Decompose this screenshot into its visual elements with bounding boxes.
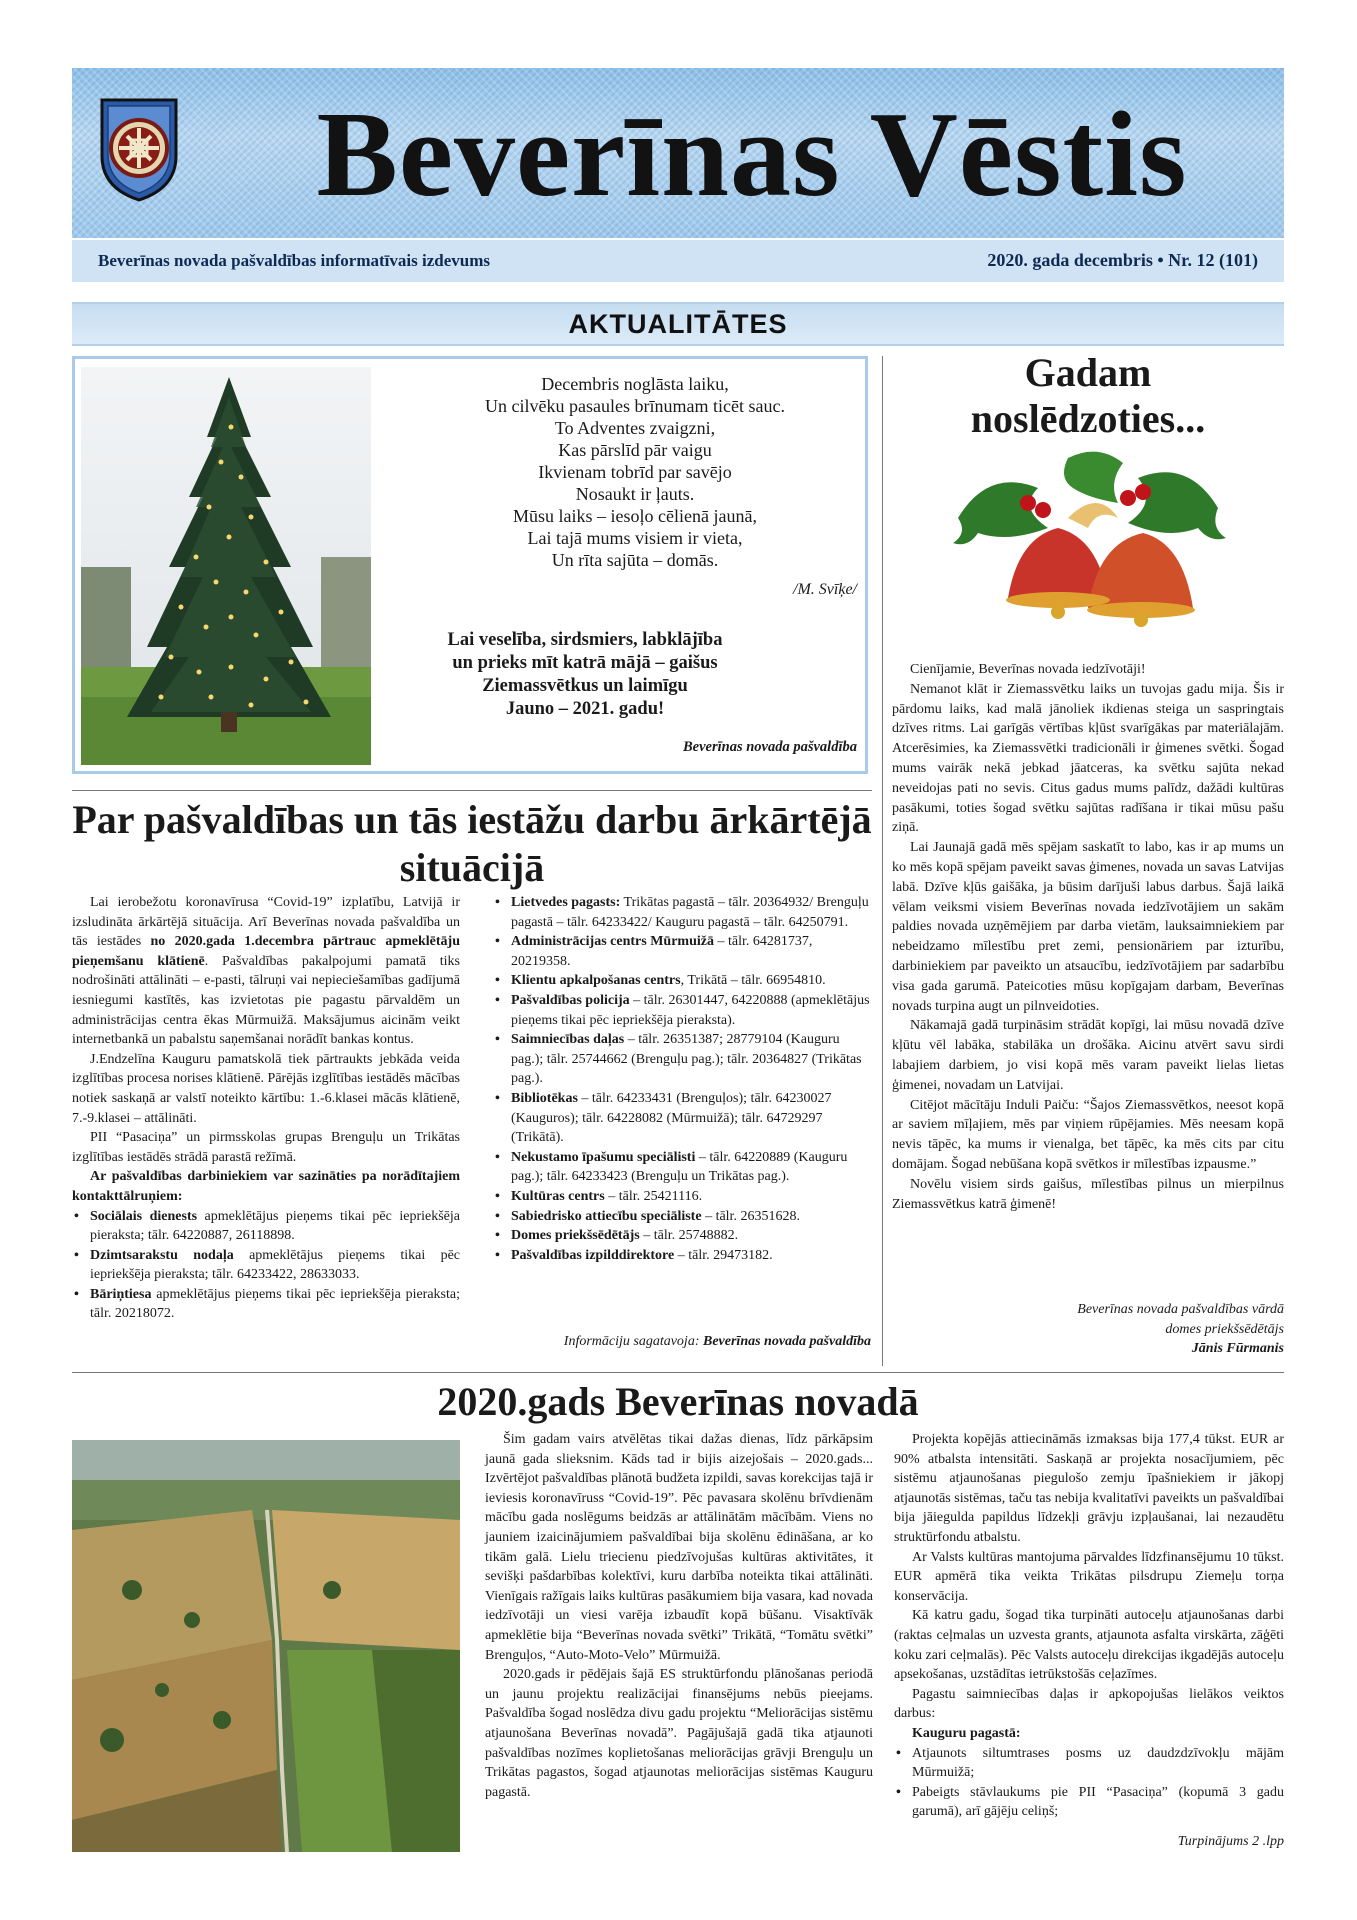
item-text: – tālr. 64233431 (Brenguļos); tālr. 64230027 (Kauguros); tālr. 64228082 (Mūrmuižā); tālr. 64729297 (Trikātā).	[511, 1090, 832, 1146]
greeting-line: Lai veselība, sirdsmiers, labklājība	[447, 630, 723, 650]
paragraph	[72, 893, 460, 1050]
right-title-line: Gadam	[1024, 350, 1152, 395]
item-label: Domes priekšsēdētājs	[511, 1228, 640, 1244]
list-item	[86, 1246, 460, 1285]
list-item	[507, 991, 871, 1030]
item-text: – tālr. 64281737, 20219358.	[511, 934, 813, 969]
item-text: – tālr. 25748882.	[639, 1228, 739, 1244]
item-label: Saimniecības daļas	[511, 1032, 625, 1048]
paragraph: PII “Pasaciņa” un pirmsskolas grupas Brenguļu un Trikātas izglītības iestādēs strādā parastā režīmā.	[72, 1130, 460, 1165]
item-text: – tālr. 26301447, 64220888 (apmeklētājus pieņems tikai pēc iepriekšēja pieraksta).	[511, 992, 870, 1028]
list-item	[507, 1246, 871, 1266]
christmas-bells-icon	[948, 448, 1228, 628]
poem-line: To Adventes zvaigzni,	[554, 418, 716, 438]
signature-line: Beverīnas novada pašvaldības vārdā	[1077, 1302, 1284, 1317]
masthead-subbar	[72, 240, 1284, 282]
paragraph: 2020.gads ir pēdējais šajā ES struktūrfondu plānošanas periodā un jaunu projektu realizācijai finansējums nebūs pieejams. Pašvaldība šogad noslēdza divu gadu projektu “Meliorācijas sistēmu atjaunošana Beverīnas novadā”. Pagājušajā gadā tika atjaunoti pašvaldības nozīmes koplietošanas meliorācijas grāvji Brenguļu un Trikātas pagastos, šogad atjaunotas meliorācijas sistēmas Kauguru pagastā.	[485, 1667, 873, 1800]
paragraph: Ar pašvaldības darbiniekiem var sazināties pa norādītajiem kontakttālruņiem:	[72, 1169, 460, 1204]
item-label: Bāriņtiesa	[90, 1286, 152, 1302]
column-divider	[882, 356, 883, 1366]
greeting-signature: Beverīnas novada pašvaldība	[683, 739, 857, 755]
paragraph: Nemanot klāt ir Ziemassvētku laiks un tuvojas gadu mija. Šis ir pārdomu laiks, kad malā jānoliek ikdienas steiga un saspringtais dzīves ritms. Lai garīgās vērtības kļūst svarīgākas par materiālajām. Atcerēsimies, ka Ziemassvētki tradicionāli ir ģimenes svētki. Šogad mums vairāk nekā jebkad jāatceras, ka svētku sajūta nekad neveidojas pati no sevis. Citus gadus mums palīdz, dažādi kultūras pasākumi, toties šogad svētku sajūtas radīšana ir tikai mūsu pašu ziņā.	[892, 681, 1284, 836]
paragraph: Lai Jaunajā gadā mēs spējam saskatīt to labo, kas ir ap mums un ko mēs kopā spējam paveikt savas ģimenes, novada un savas Latvijas labā. Dzīve kļūs gaišāka, ja būsim darījuši labus darbus. Šajā laikā vēlam veiksmi visiem Beverīnas novada iedzīvotājiem un sakām paldies novada uzņēmējiem par darba vietām, lauksaimniekiem par nebeidzamo mīlestību pret zemi, pensionāriem par izturību, darbiniekiem par paveikto un atsaucību, iedzīvotājiem par sadarbību visa gada garumā. Pateicoties mūsu kopīgajam darbam, Beverīnas novads turpina augt un pilnveidoties.	[892, 840, 1284, 1014]
item-label: Administrācijas centrs Mūrmuižā	[511, 934, 714, 950]
poem-line: Mūsu laiks – iesoļo cēlienā jaunā,	[513, 506, 757, 526]
item-label: Bibliotēkas	[511, 1090, 578, 1106]
poem-box	[72, 356, 868, 774]
item-label: Dzimtsarakstu nodaļa	[90, 1247, 234, 1263]
item-label: Kultūras centrs	[511, 1188, 605, 1204]
poem-line: Lai tajā mums visiem ir vieta,	[527, 528, 743, 548]
item-label: Sabiedrisko attiecību speciāliste	[511, 1208, 702, 1224]
item-label: Pašvaldības izpilddirektore	[511, 1247, 675, 1263]
paragraph: Citējot mācītāju Induli Paiču: “Šajos Ziemassvētkos, neesot kopā ar saviem mīļajiem, mēs par viņiem rūpējamies. Mēs neesam kopā nevis tāpēc, ka mums ir vienalga, bet tāpēc, ka mēs cits par citu domājam. Šogad nebūšana kopā svētkos ir mīlestības izpausme.”	[892, 1097, 1284, 1172]
holiday-greeting	[435, 629, 735, 721]
list-item: • Atjaunots siltumtrases posms uz daudzdzīvokļu mājām Mūrmuižā;	[908, 1744, 1284, 1783]
article-1-column-1	[72, 893, 460, 1324]
paragraph: Cienījamie, Beverīnas novada iedzīvotāji!	[910, 662, 1146, 677]
credit-author: Beverīnas novada pašvaldība	[703, 1334, 871, 1349]
contacts-list	[493, 893, 871, 1265]
item-text: apmeklētājus pieņems tikai pēc iepriekšēja pieraksta; tālr. 20218072.	[90, 1286, 460, 1322]
item-text: apmeklētājus pieņems tikai pēc iepriekšēja pieraksta; tālr. 64220887, 26118898.	[90, 1208, 460, 1244]
paragraph: Projekta kopējās attiecināmās izmaksas bija 177,4 tūkst. EUR ar 90% atbalsta intensitāti. Saskaņā ar projekta nosacījumiem, pēc sistēmu atjaunošanas piegulošo zemju īpašniekiem ir jākopj atjaunotās sistēmas, taču tas nebija kvalitatīvi paveikts un pašvaldībai bija jāiegulda papildus līdzekļi grāvju izpļaušanai, lai nezaudētu struktūrfondu atbalstu.	[894, 1432, 1284, 1545]
list-item	[507, 1226, 871, 1246]
list-item: • Pabeigts stāvlaukums pie PII “Pasaciņa” (kopumā 3 gadu garumā), arī gājēju celiņš;	[908, 1783, 1284, 1822]
article-1-credit	[493, 1334, 871, 1350]
right-article-signature	[892, 1300, 1284, 1359]
item-text: , Trikātā – tālr. 66954810.	[680, 973, 826, 989]
section-header-label: AKTUALITĀTES	[568, 309, 788, 339]
paragraph: Nākamajā gadā turpināsim strādāt kopīgi, lai mūsu novadā dzīve kļūtu vēl labāka, stabilāka un drošāka. Aicinu atvērt savu sirdi labajiem darbiem, jo visi kopā mēs varam paveikt lielas lietas ģimenei, novadam un Latvijai.	[892, 1018, 1284, 1093]
poem-author: /M. Svīķe/	[793, 581, 857, 598]
greeting-line: un prieks mīt katrā mājā – gaišus	[452, 653, 718, 673]
item-text: – tālr. 26351387; 28779104 (Kauguru pag.); tālr. 25744662 (Brenguļu pag.); tālr. 20364827 (Trikātas pag.).	[511, 1032, 862, 1087]
list-item	[507, 1187, 871, 1207]
article-1-title: Par pašvaldības un tās iestāžu darbu ārkārtējā situācijā	[72, 797, 872, 890]
greeting-line: Ziemassvētkus un laimīgu	[482, 676, 688, 696]
item-label: Klientu apkalpošanas centrs	[511, 973, 681, 989]
item-text: Trikātas pagastā – tālr. 20364932/ Brenguļu pagastā – tālr. 64233422/ Kauguru pagastā – tālr. 64250791.	[511, 895, 869, 930]
publication-subtitle: Beverīnas novada pašvaldības informatīvais izdevums	[98, 251, 490, 270]
contacts-list	[72, 1207, 460, 1325]
item-text: – tālr. 26351628.	[701, 1208, 800, 1224]
right-article-title	[892, 350, 1284, 442]
masthead-banner	[72, 68, 1284, 238]
list-item	[507, 1148, 871, 1187]
text-span: . Pašvaldības pakalpojumi pamatā tiks nodrošināti attālināti – e-pasti, tālruņi vai nepieciešamības gadījumā iesniegumi kastītēs, kas izvietotas pie pagastu pārvaldēm un administrācijas centra ēkas Mūrmuižā. Maksājumus aicinām veikt internetbankā un pabalstu saņemšanai norādīt bankas kontus.	[72, 953, 460, 1048]
aerial-landscape-photo	[72, 1440, 460, 1852]
item-label: Nekustamo īpašumu speciālisti	[511, 1149, 696, 1165]
poem-line: Kas pārslīd pār vaigu	[558, 440, 712, 460]
credit-label: Informāciju sagatavoja:	[563, 1334, 703, 1349]
article-1-column-2	[493, 893, 871, 1265]
section-header	[72, 302, 1284, 346]
article-2-title: 2020.gads Beverīnas novadā	[437, 1379, 919, 1424]
poem-line: Ikvienam tobrīd par savējo	[538, 462, 732, 482]
right-title-line: noslēdzoties...	[970, 396, 1206, 441]
item-text: apmeklētājus pieņems tikai pēc iepriekšēja pieraksta; tālr. 64233422, 28633033.	[90, 1247, 460, 1283]
article-divider	[72, 1372, 1284, 1373]
item-text: – tālr. 25421116.	[604, 1188, 703, 1204]
poem-line: Un rīta sajūta – domās.	[551, 550, 719, 570]
paragraph: Novēlu visiem sirds gaišus, mīlestības pilnus un mierpilnus Ziemassvētkus katrā ģimenē!	[892, 1176, 1284, 1212]
paragraph: Pagastu saimniecības daļas ir apkopojušas lielākos veiktos darbus:	[894, 1686, 1284, 1722]
item-label: Pašvaldības policija	[511, 992, 630, 1008]
paragraph: Ar Valsts kultūras mantojuma pārvaldes līdzfinansējumu 10 tūkst. EUR apmērā tika veikta Trikātas pilsdrupu Ziemeļu torņa konservācija.	[894, 1549, 1284, 1604]
poem-text	[415, 373, 855, 571]
text-span: Lai ierobežotu koronavīrusa “Covid-19” izplatību, Latvijā ir izsludināta ārkārtējā situācija. Arī Beverīnas novada pašvaldība un tās iestādes	[72, 895, 460, 950]
list-item	[507, 932, 871, 971]
list-item	[86, 1207, 460, 1246]
right-article-body	[892, 660, 1284, 1214]
christmas-tree-photo	[81, 367, 371, 765]
list-item	[507, 1030, 871, 1089]
list-item	[507, 971, 871, 991]
emphasis-text: no 2020.gada 1.decembra pārtrauc apmeklētāju pieņemšanu klātienē	[72, 934, 460, 969]
continued-note: Turpinājums 2 .lpp	[1177, 1834, 1284, 1849]
list-item	[86, 1285, 460, 1324]
subheading: Kauguru pagastā:	[912, 1725, 1021, 1741]
works-list	[894, 1744, 1284, 1822]
item-label: Lietvedes pagasts:	[511, 895, 621, 910]
item-label: Sociālais dienests	[90, 1208, 198, 1224]
poem-line: Decembris noglāsta laiku,	[541, 374, 729, 394]
paragraph: Šim gadam vairs atvēlētas tikai dažas dienas, līdz pārkāpsim jaunā gada slieksnim. Kāds tad ir bijis aizejošais – 2020.gads... Izvērtējot pašvaldības plānotā budžeta izpildi, savas korekcijas tajā ir ieviesis koronavīruss “Covid-19”. Pēc pavasara skolēnu brīvdienām mācību gada noslēgums beidzās ar attālinātām mācībām. Viens no jauniem izaicinājumiem pašvaldībai bija skolēnu ēdināšana, ar ko tikām galā. Lielu triecienu piedzīvojušas kultūras aktivitātes, it sevišķi pašdarbības kolektīvi, kuru darbība noteikta tikai attālināti. Vienīgais ražīgais laiks kultūras pasākumiem bija vasara, kad novada iedzīvotāji un viesi varēja izbaudīt kopā būšanu. Visaktīvāk apmeklētie bija “Beverīnas novada svētki” Trikātā, “Tomātu svētki” Brenguļos, “Auto-Moto-Velo” Mūrmuižā.	[485, 1432, 873, 1663]
greeting-line: Jauno – 2021. gadu!	[505, 699, 665, 719]
list-item	[507, 893, 871, 932]
signature-name: Jānis Fūrmanis	[1191, 1341, 1284, 1356]
article-2-column-2	[894, 1430, 1284, 1822]
issue-info: 2020. gada decembris • Nr. 12 (101)	[987, 250, 1258, 270]
poem-line: Un cilvēku pasaules brīnumam ticēt sauc.	[485, 396, 785, 416]
list-item	[507, 1207, 871, 1227]
article-divider	[72, 790, 872, 791]
list-item	[507, 1089, 871, 1148]
newspaper-title: Beverīnas Vēstis	[316, 87, 1188, 222]
item-text: – tālr. 29473182.	[674, 1247, 773, 1263]
paragraph: J.Endzelīna Kauguru pamatskolā tiek pārtraukts jebkāda veida izglītības procesa norises klātienē. Pārējās izglītības iestādēs mācības notiek saskaņā ar valstī noteikto kārtību: 1.-6.klasei mācās klātienē, 7.-9.klasei – attālināti.	[72, 1051, 460, 1126]
article-2-column-1	[485, 1430, 873, 1802]
paragraph: Kā katru gadu, šogad tika turpināti autoceļu atjaunošanas darbi (raktas ceļmalas un uzvesta grants, atjaunota asfalta virskārta, zāģēti koku zari ceļmalās). Pēc Valsts autoceļu direkcijas ikgadējās autoceļu apsekošanas, uzstādītas ietrūkstošās ceļazīmes.	[894, 1608, 1284, 1683]
item-text: – tālr. 64220889 (Kauguru pag.); tālr. 64233423 (Brenguļu un Trikātas pag.).	[511, 1149, 848, 1185]
poem-line: Nosaukt ir ļauts.	[575, 484, 695, 504]
signature-line: domes priekšsēdētājs	[1165, 1321, 1284, 1337]
coat-of-arms-icon	[98, 96, 180, 204]
